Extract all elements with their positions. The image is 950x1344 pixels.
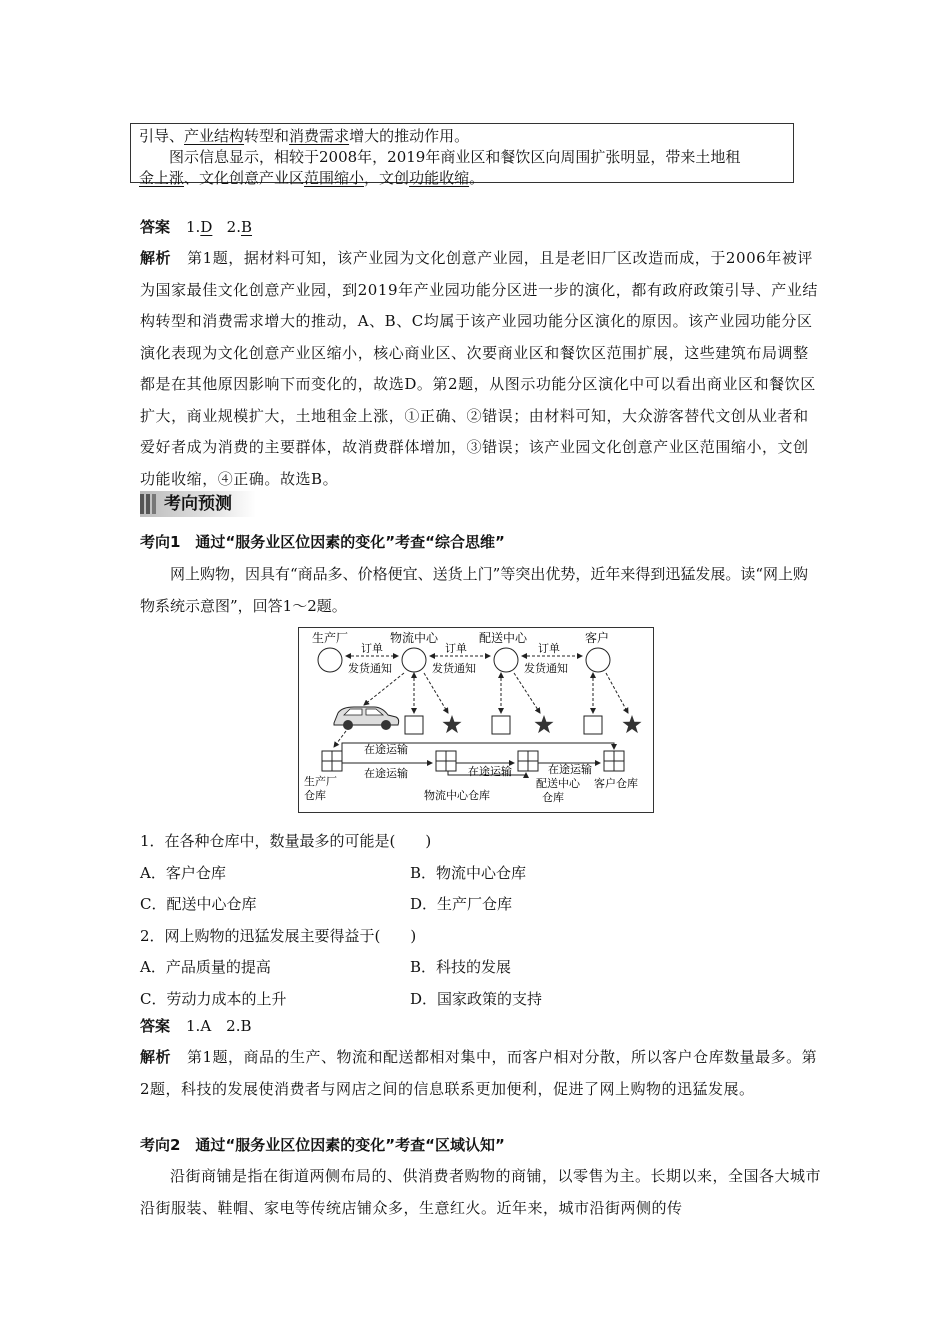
order-label-1: 订单 (361, 642, 383, 655)
option-d[interactable]: D．生产厂仓库 (410, 895, 513, 913)
distribution-warehouse-label-2: 仓库 (542, 791, 564, 804)
logistics-warehouse-label: 物流中心仓库 (424, 789, 490, 802)
analysis-2: 解析 第1题，商品的生产、物流和配送都相对集中，而客户相对分散，所以客户仓库数量最多。第2题，科技的发展使消费者与网店之间的信息联系更加便利，促进了网上购物的迅猛发展。 (140, 1048, 818, 1098)
option-b[interactable]: B．物流中心仓库 (410, 863, 527, 882)
store-square-3 (584, 716, 602, 734)
distribution-warehouse (518, 751, 538, 771)
topic-1-intro: 网上购物，因具有“商品多、价格便宜、送货上门”等突出优势，近年来得到迅猛发展。读“网上购物系统示意图”，回答1～2题。 (140, 565, 809, 615)
order-label-2: 订单 (445, 642, 467, 655)
notice-label-1: 发货通知 (348, 662, 392, 675)
topic-2-title: 考向2 通过“服务业区位因素的变化”考查“区域认知” (140, 1136, 505, 1154)
distribution-warehouse-label-1: 配送中心 (536, 777, 580, 790)
box-line-3: 金上涨、文化创意产业区范围缩小，文创功能收缩。 (139, 169, 485, 187)
answer-2: 答案 1.A 2.B (140, 1017, 252, 1035)
topic-2-intro: 沿街商铺是指在街道两侧布局的、供消费者购物的商铺，以零售为主。长期以来，全国各大城市沿街服装、鞋帽、家电等传统店铺众多，生意红火。近年来，城市沿街两侧的传 (140, 1167, 822, 1217)
question-1-options-cd (140, 889, 822, 921)
underlined-term: 消费需求 (289, 127, 350, 145)
topic-1-title: 考向1 通过“服务业区位因素的变化”考查“综合思维” (140, 533, 505, 551)
node-label-logistics: 物流中心 (390, 631, 439, 645)
transit-label-4: 在途运输 (548, 763, 592, 776)
option-c[interactable]: C．劳动力成本的上升 (140, 989, 287, 1008)
box-line-2: 图示信息显示，相较于2008年，2019年商业区和餐饮区向周围扩张明显，带来土地租 (169, 148, 741, 166)
transit-label-2: 在途运输 (364, 767, 408, 780)
distribution-node (494, 648, 518, 672)
factory-node (318, 648, 342, 672)
question-2-stem: 2．网上购物的迅猛发展主要得益于( ) (140, 926, 417, 945)
section-heading (140, 491, 256, 517)
option-b[interactable]: B．科技的发展 (410, 958, 512, 976)
box-line-1: 引导、产业结构转型和消费需求增大的推动作用。 (139, 127, 470, 145)
option-c[interactable]: C．配送中心仓库 (140, 895, 257, 913)
option-a[interactable]: A．产品质量的提高 (140, 958, 271, 976)
summary-box (130, 123, 794, 187)
store-square-1 (405, 716, 423, 734)
question-2-options-ab (140, 952, 822, 984)
underlined-term: 金上涨 (139, 169, 185, 187)
option-a[interactable]: A．客户仓库 (140, 863, 226, 882)
notice-label-3: 发货通知 (524, 662, 568, 675)
question-1-options-ab (140, 858, 822, 890)
customer-warehouse (604, 751, 624, 771)
transit-label-3: 在途运输 (468, 765, 512, 778)
underlined-term: 功能收缩 (409, 169, 470, 187)
node-label-customer: 客户 (585, 631, 610, 645)
analysis-1: 解析 第1题，据材料可知，该产业园为文化创意产业园，且是老旧厂区改造而成，于2006年被评为国家最佳文化创意产业园，到2019年产业园功能分区进一步的演化，都有政府政策引导、产业结构转型和消费需求增大的推动，A、B、C均属于该产业园功能分区演化的原因。该产业园功能分区演化表现为文化创意产业区缩小，核心商业区、次要商业区和餐饮区范围扩展，这些建筑布局调整都是在其他原因影响下而变化的，故选D。第2题，从图示功能分区演化中可以看出商业区和餐饮区扩大，商业规模扩大，土地租金上涨，①正确、②错误；由材料可知，大众游客替代文创从业者和爱好者成为消费的主要群体，故消费群体增加，③错误；该产业园文化创意产业区范围缩小，文创功能收缩，④正确。故选B。 (140, 249, 818, 488)
underlined-term: 产业结构 (184, 127, 245, 145)
logistics-node (402, 648, 426, 672)
question-block (140, 826, 822, 1015)
node-label-factory: 生产厂 (312, 631, 349, 645)
answer-1: 答案 1.D 2.B (140, 218, 253, 236)
factory-warehouse (322, 751, 342, 771)
store-square-2 (492, 716, 510, 734)
notice-label-2: 发货通知 (432, 662, 476, 675)
order-label-3: 订单 (538, 642, 560, 655)
section-title: 考向预测 (164, 494, 232, 514)
question-1-stem: 1．在各种仓库中，数量最多的可能是( ) (140, 832, 432, 850)
customer-warehouse-label: 客户仓库 (594, 777, 638, 790)
option-d[interactable]: D．国家政策的支持 (410, 989, 543, 1008)
customer-node (586, 648, 610, 672)
online-shopping-diagram (298, 627, 654, 813)
factory-warehouse-label-2: 仓库 (304, 789, 326, 802)
node-label-distribution: 配送中心 (479, 631, 528, 645)
logistics-warehouse (436, 751, 456, 771)
factory-warehouse-label-1: 生产厂 (304, 775, 337, 788)
underlined-term: 范围缩小 (304, 169, 365, 187)
transit-label-1: 在途运输 (364, 743, 408, 756)
heading-bars-icon (140, 494, 156, 514)
